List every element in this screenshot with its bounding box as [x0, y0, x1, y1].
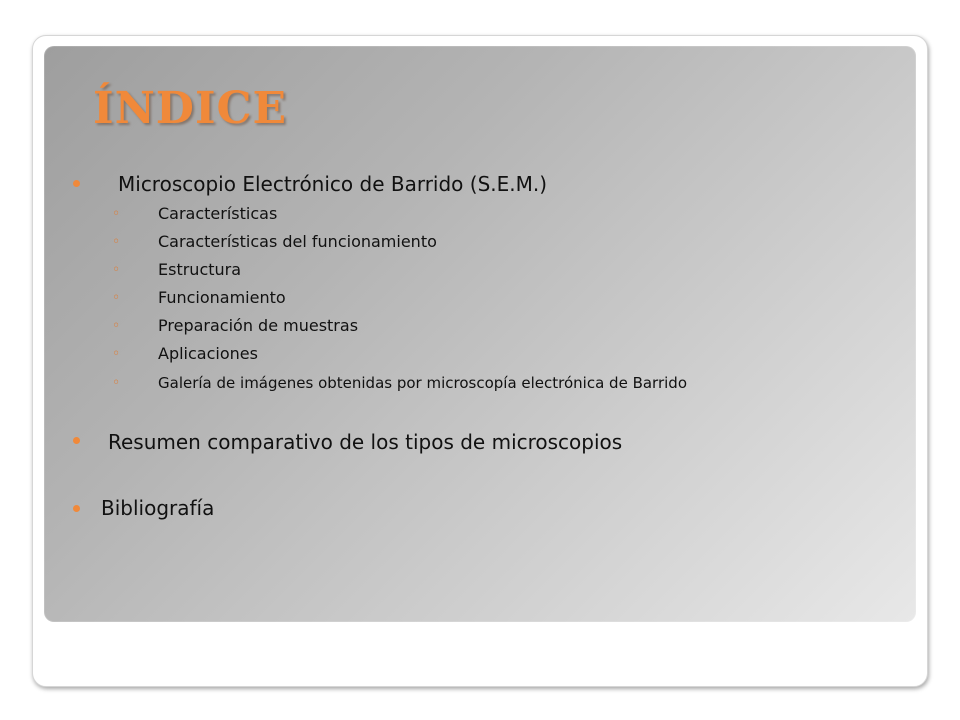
subbullet-icon: ◦ — [112, 346, 121, 362]
subitem-preparacion-muestras: Preparación de muestras — [158, 316, 359, 335]
subitem-caracteristicas: Características — [158, 204, 278, 223]
bullet-icon — [73, 437, 80, 444]
subbullet-icon: ◦ — [112, 262, 121, 278]
subbullet-icon: ◦ — [112, 375, 121, 391]
subbullet-icon: ◦ — [112, 318, 121, 334]
index-item-bibliografia: Bibliografía — [101, 496, 215, 520]
subitem-caracteristicas-funcionamiento: Características del funcionamiento — [158, 232, 437, 251]
subitem-galeria: Galería de imágenes obtenidas por microscopía electrónica de Barrido — [158, 374, 687, 392]
index-item-resumen: Resumen comparativo de los tipos de microscopios — [108, 430, 623, 454]
subitem-aplicaciones: Aplicaciones — [158, 344, 258, 363]
subbullet-icon: ◦ — [112, 206, 121, 222]
slide-title: ÍNDICE — [93, 83, 288, 134]
bullet-icon — [73, 180, 80, 187]
subbullet-icon: ◦ — [112, 234, 121, 250]
bullet-icon — [73, 505, 80, 512]
subitem-estructura: Estructura — [158, 260, 242, 279]
subbullet-icon: ◦ — [112, 290, 121, 306]
index-item-sem: Microscopio Electrónico de Barrido (S.E.M.) — [118, 172, 548, 196]
subitem-funcionamiento: Funcionamiento — [158, 288, 286, 307]
